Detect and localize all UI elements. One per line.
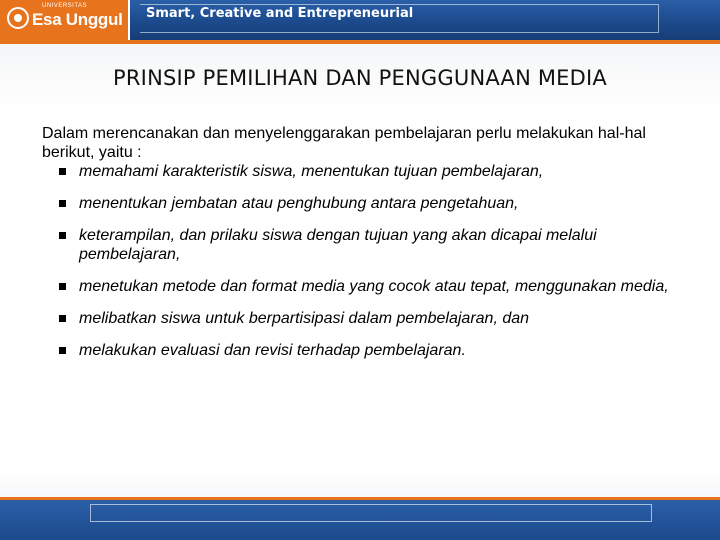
list-item-text: menentukan jembatan atau penghubung antara pengetahuan, xyxy=(79,195,519,212)
square-bullet-icon xyxy=(59,168,66,175)
list-item xyxy=(42,162,682,181)
list-item xyxy=(42,194,682,213)
list-item xyxy=(42,226,682,264)
header-accent-strip xyxy=(0,40,720,44)
slide-title: PRINSIP PEMILIHAN DAN PENGGUNAAN MEDIA xyxy=(113,66,607,90)
list-item xyxy=(42,277,682,296)
intro-text: Dalam merencanakan dan menyelenggarakan pembelajaran perlu melakukan hal-hal berikut, yaitu : xyxy=(42,125,646,161)
bullet-list xyxy=(42,162,682,360)
footer-frame xyxy=(90,504,652,522)
slide-body xyxy=(42,124,682,360)
list-item xyxy=(42,341,682,360)
logo-top-text: UNIVERSITAS xyxy=(42,3,88,9)
list-item xyxy=(42,309,682,328)
square-bullet-icon xyxy=(59,232,66,239)
list-item-text: memahami karakteristik siswa, menentukan tujuan pembelajaran, xyxy=(79,163,544,180)
list-item-text: keterampilan, dan prilaku siswa dengan tujuan yang akan dicapai melalui pembelajaran, xyxy=(79,227,597,263)
square-bullet-icon xyxy=(59,283,66,290)
list-item-text: melibatkan siswa untuk berpartisipasi dalam pembelajaran, dan xyxy=(79,310,530,327)
square-bullet-icon xyxy=(59,347,66,354)
logo-emblem-icon xyxy=(7,7,29,29)
square-bullet-icon xyxy=(59,200,66,207)
tagline: Smart, Creative and Entrepreneurial xyxy=(146,6,414,21)
list-item-text: menetukan metode dan format media yang cocok atau tepat, menggunakan media, xyxy=(79,278,669,295)
square-bullet-icon xyxy=(59,315,66,322)
header-bar xyxy=(0,0,720,40)
logo-text: Esa Unggul xyxy=(32,10,123,29)
university-logo xyxy=(0,0,130,40)
list-item-text: melakukan evaluasi dan revisi terhadap pembelajaran. xyxy=(79,342,466,359)
